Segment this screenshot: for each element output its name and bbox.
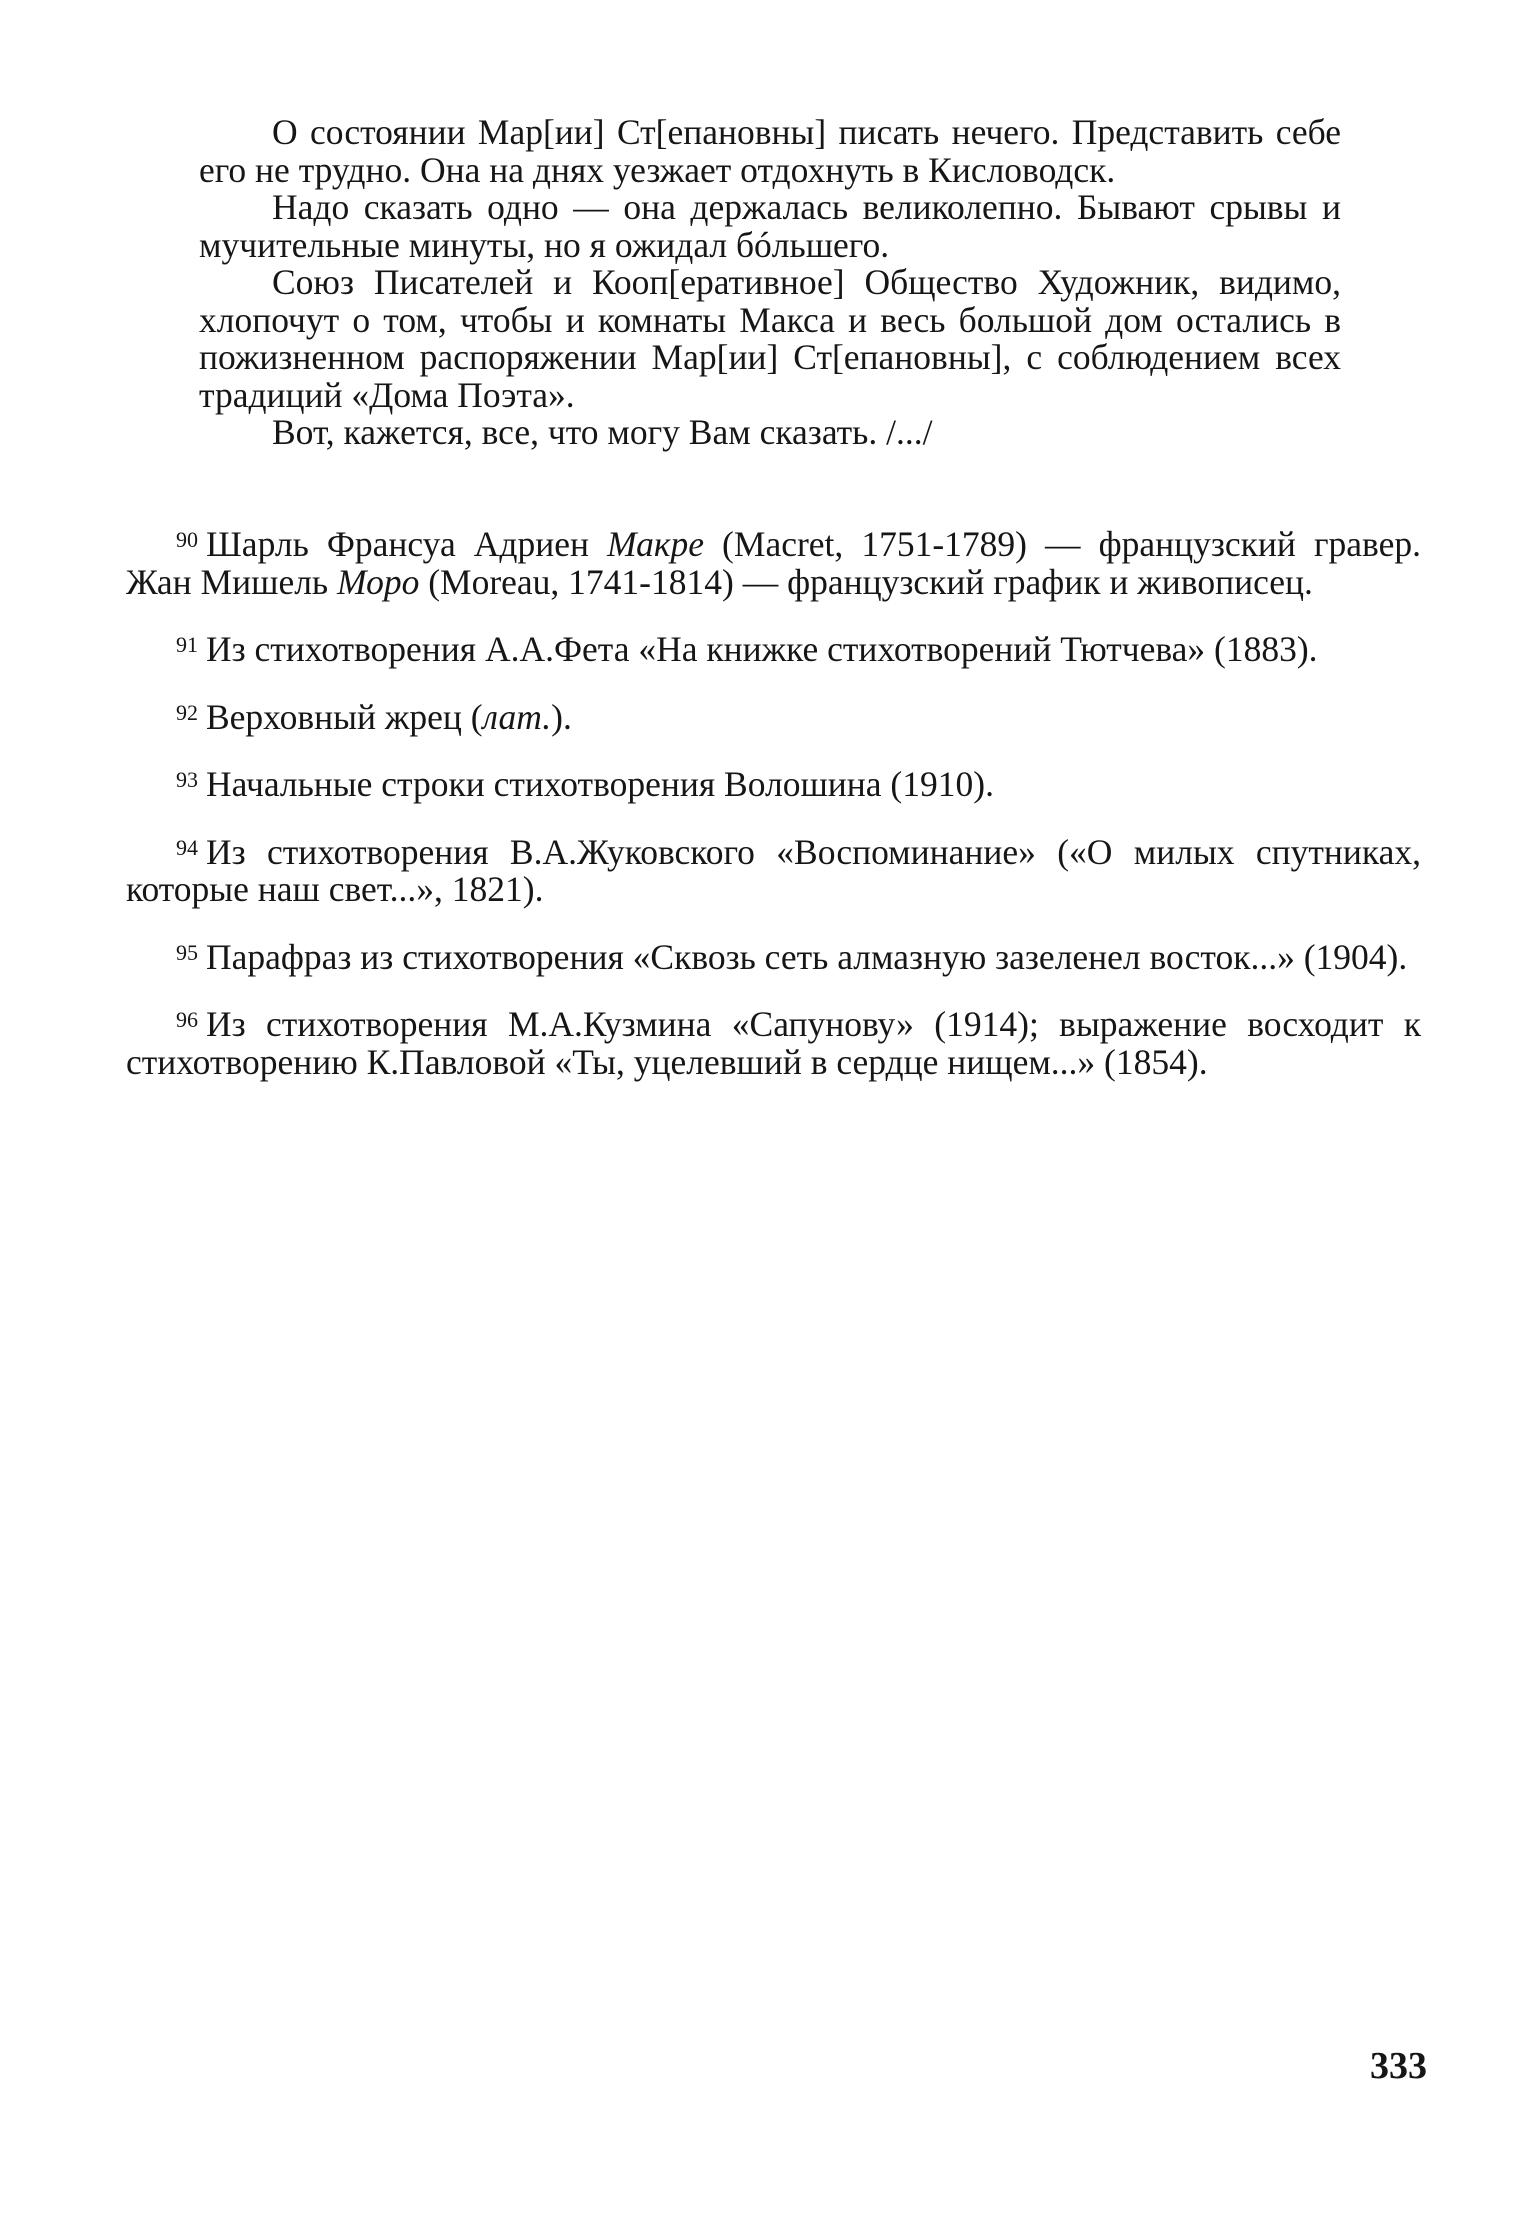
footnote-92	[126, 696, 1421, 737]
footnote-90	[126, 526, 1421, 601]
footnote-italic-name: Макре	[607, 524, 704, 564]
footnote-text: Верховный жрец (	[206, 696, 483, 737]
footnote-number: 96	[176, 1007, 198, 1032]
footnote-text: Парафраз из стихотворения «Сквозь сеть алмазную зазеленел восток...» (1904).	[206, 936, 1408, 977]
footnote-number: 93	[176, 767, 198, 792]
footnote-text: ).	[551, 696, 572, 737]
letter-paragraph: О состоянии Мар[ии] Ст[епановны] писать нечего. Представить себе его не трудно. Она на днях уезжает отдохнуть в Кисловодск.	[199, 112, 1341, 190]
footnote-text: (Macret, 1751-1789) — французский гравер. Жан Мишель	[126, 524, 1421, 602]
footnote-number: 92	[176, 699, 198, 725]
letter-paragraph: Вот, кажется, все, что могу Вам сказать. /.../	[272, 412, 933, 452]
footnote-italic-name: Моро	[337, 561, 420, 602]
footnote-text: Из стихотворения А.А.Фета «На книжке стихотворений Тютчева» (1883).	[206, 629, 1318, 669]
footnote-95	[126, 936, 1421, 977]
footnote-94	[126, 831, 1421, 909]
footnote-number: 90	[176, 527, 198, 552]
footnote-italic-abbrev: лат.	[482, 696, 552, 737]
footnote-number: 95	[176, 939, 198, 965]
footnote-96	[126, 1006, 1421, 1081]
footnotes	[126, 526, 1421, 1111]
footnote-text: Шарль Франсуа Адриен	[206, 524, 608, 564]
footnote-text: Из стихотворения М.А.Кузмина «Сапунову» (1914); выражение восходит к стихотворению К.Павловой «Ты, уцелевший в сердце нищем...» (1854).	[126, 1004, 1421, 1082]
letter-paragraph: Союз Писателей и Кооп[еративное] Общество Художник, видимо, хлопочут о том, чтобы и комнаты Макса и весь большой дом остались в пожизненном распоряжении Мар[ии] Ст[епановны], с соблюдением всех традиций «Дома Поэта».	[199, 262, 1341, 415]
letter-paragraph: Надо сказать одно — она держалась великолепно. Бывают срывы и мучительные минуты, но я ожидал бóльшего.	[199, 187, 1341, 265]
footnote-text: (Moreau, 1741-1814) — французский график и живописец.	[419, 561, 1313, 602]
footnote-number: 94	[176, 834, 198, 860]
footnote-number: 91	[176, 632, 198, 657]
page-number: 333	[1370, 2045, 1427, 2087]
footnote-93	[126, 766, 1421, 804]
letter-text	[199, 114, 1341, 452]
footnote-text: Из стихотворения В.А.Жуковского «Воспоминание» («О милых спутниках, которые наш свет...», 1821).	[126, 831, 1421, 909]
footnote-text: Начальные строки стихотворения Волошина (1910).	[206, 764, 994, 804]
footnote-91	[126, 631, 1421, 669]
